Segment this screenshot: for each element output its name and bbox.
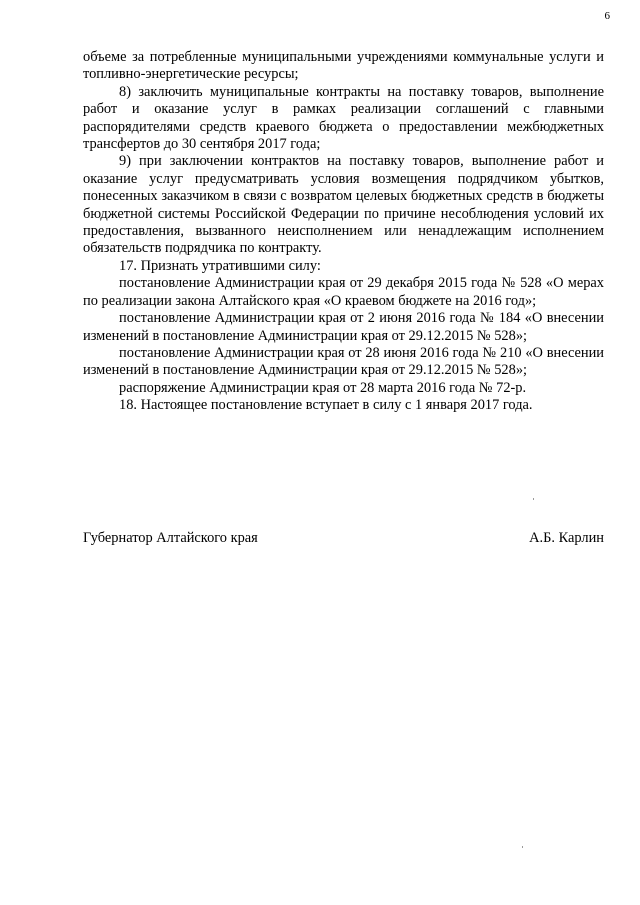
paragraph-item-8: 8) заключить муниципальные контракты на поставку товаров, выполнение работ и оказание услуг в рамках реализации соглашений с главными распорядителями средств краевого бюджета о предоставлении межбюджетных трансфертов до 30 сентября 2017 года; — [83, 83, 604, 153]
document-body — [83, 49, 604, 415]
scan-speck — [522, 846, 523, 848]
signatory-name: А.Б. Карлин — [529, 530, 604, 546]
paragraph-repealed-210: постановление Администрации края от 28 июня 2016 года № 210 «О внесении изменений в постановление Администрации края от 29.12.2015 № 528»; — [83, 344, 604, 379]
signature-block — [83, 530, 604, 547]
paragraph-item-9: 9) при заключении контрактов на поставку товаров, выполнение работ и оказание услуг предусматривать условия возмещения подрядчиком убытков, понесенных заказчиком в связи с возвратом целевых бюджетных средств в бюджеты бюджетной системы Российской Федерации по причине несоблюдения условий их предоставления, вызванного неисполнением или ненадлежащим исполнением обязательств подрядчика по контракту. — [83, 153, 604, 257]
page-number: 6 — [604, 10, 610, 22]
signatory-position: Губернатор Алтайского края — [83, 530, 258, 546]
paragraph-repealed-528: постановление Администрации края от 29 декабря 2015 года № 528 «О мерах по реализации закона Алтайского края «О краевом бюджете на 2016 год»; — [83, 275, 604, 309]
scan-speck — [533, 498, 534, 500]
paragraph-continuation: объеме за потребленные муниципальными учреждениями коммунальные услуги и топливно-энергетические ресурсы; — [83, 49, 604, 83]
paragraph-clause-18: 18. Настоящее постановление вступает в силу с 1 января 2017 года. — [119, 397, 533, 414]
paragraph-clause-17: 17. Признать утратившими силу: — [119, 257, 321, 274]
paragraph-repealed-order-72: распоряжение Администрации края от 28 марта 2016 года № 72-р. — [119, 379, 527, 396]
paragraph-repealed-184: постановление Администрации края от 2 июня 2016 года № 184 «О внесении изменений в постановление Администрации края от 29.12.2015 № 528»; — [83, 310, 604, 344]
